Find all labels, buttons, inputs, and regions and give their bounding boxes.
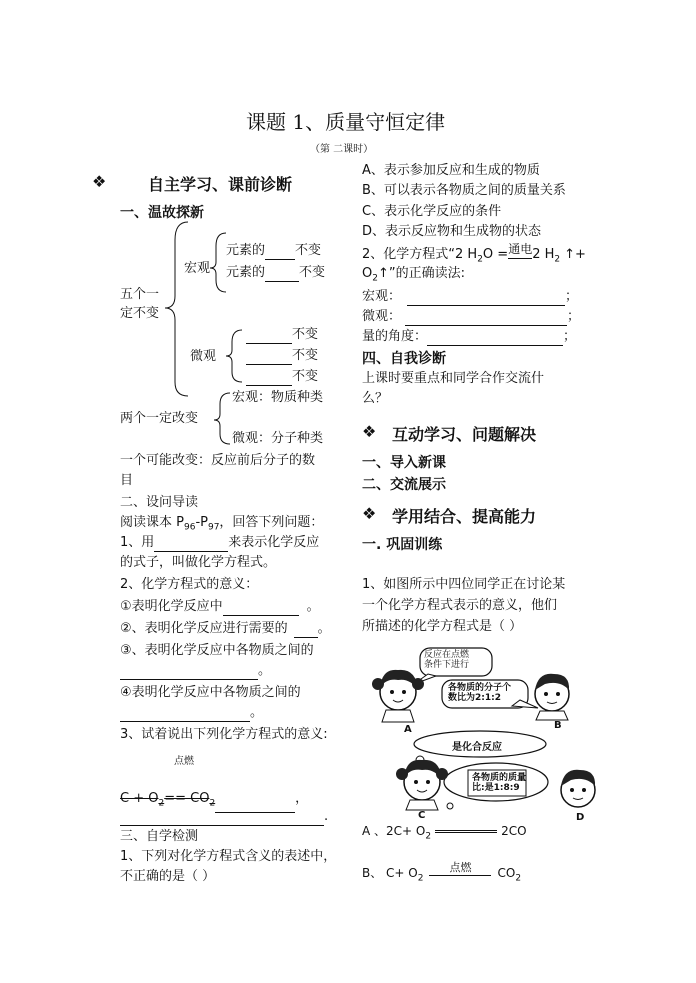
- eq-sub2: 2: [209, 798, 216, 809]
- micro-label: 微观: [190, 349, 217, 364]
- macro-read-label: 宏观：: [362, 289, 402, 304]
- unchanged-label: 不变: [295, 243, 322, 258]
- guide-heading: 二、设问导读: [120, 495, 199, 510]
- electrolysis-condition: 通电: [508, 240, 532, 259]
- page-title: 课题 1、质量守恒定律: [246, 110, 446, 134]
- read-post: ，回答下列问题：: [219, 515, 324, 530]
- q2-heading: 2、化学方程式的意义：: [120, 577, 259, 592]
- read-page2: 97: [207, 522, 220, 533]
- micro-change: 微观：分子种类: [232, 431, 324, 446]
- read-pre: 阅读课本 P: [120, 515, 184, 530]
- ans-b-sub: 2: [417, 873, 424, 884]
- q4-line1: 1、下列对化学方程式含义的表述中，: [120, 849, 337, 864]
- diamond-icon: ❖: [362, 504, 377, 523]
- qty-read-label: 量的角度：: [362, 329, 428, 344]
- student-a-icon: [372, 670, 424, 722]
- element-prefix: 元素的: [226, 265, 266, 280]
- answer-b: [362, 861, 522, 884]
- ans-a-pre: A 、2C+ O: [362, 824, 426, 838]
- option-d: D、表示反应物和生成物的状态: [362, 224, 542, 239]
- exchange-heading: 二、交流展示: [362, 477, 446, 493]
- bubble4-line1: 各物质的质量: [472, 773, 527, 783]
- bubble4-text: [472, 773, 526, 793]
- consolidate-heading: 一. 巩固训练: [362, 537, 443, 553]
- ans-b-pre: B、 C+ O: [362, 866, 418, 880]
- q1-pre: 1、用: [120, 535, 155, 550]
- unchanged-label: 不变: [299, 265, 326, 280]
- section-interactive: 互动学习、问题解决: [392, 425, 537, 444]
- section-apply: 学用结合、提高能力: [392, 507, 537, 526]
- eq-c-o: C + O: [120, 791, 159, 806]
- one-possible-line2: 目: [120, 473, 134, 488]
- element-prefix: 元素的: [226, 243, 266, 258]
- bubble4-line2: 比:是1:8:9: [472, 783, 520, 793]
- eq-sub2: 2: [158, 798, 165, 809]
- label-a: A: [404, 724, 412, 735]
- intro-heading: 一、导入新课: [362, 455, 446, 471]
- q2-3-end: 。: [258, 663, 272, 678]
- semicolon: ；: [567, 309, 581, 324]
- q3-heading: 3、试着说出下列化学方程式的意义:: [120, 727, 328, 742]
- diamond-icon: ❖: [92, 172, 107, 191]
- bubble1-line1: 反应在点燃: [424, 650, 470, 660]
- ans-a-end: 2CO: [501, 824, 527, 838]
- bubble1-line2: 条件下进行: [424, 660, 470, 670]
- self-check-heading: 三、自学检测: [120, 829, 199, 844]
- unchanged-label: 不变: [292, 348, 319, 363]
- option-b: B、可以表示各物质之间的质量关系: [362, 183, 566, 198]
- q2-pre: 2、化学方程式“2 H: [362, 247, 478, 262]
- option-a: A、表示参加反应和生成的物质: [362, 163, 540, 178]
- problem1-line3: 所描述的化学方程式是（ ）: [362, 619, 523, 634]
- bubble3-text: 是化合反应: [452, 742, 502, 753]
- q2-sub: 2: [554, 254, 561, 265]
- read-mid: -P: [195, 515, 208, 530]
- bubble2-line2: 数比为2:1:2: [448, 693, 501, 703]
- eq-comma: ，: [295, 791, 309, 806]
- semicolon: ；: [563, 329, 577, 344]
- ignite-condition: 点燃: [174, 756, 194, 767]
- q2-4-end: 。: [250, 705, 264, 720]
- q2-item-3: ③、表明化学反应中各物质之间的: [120, 643, 314, 658]
- micro-read-label: 微观：: [362, 309, 402, 324]
- label-d: D: [576, 812, 585, 823]
- q2-1-post: 。: [306, 599, 320, 614]
- student-b-icon: [535, 674, 569, 720]
- unchanged-label: 不变: [292, 369, 319, 384]
- q2-tail: ↑”的正确读法:: [377, 266, 465, 281]
- q2-item-4: ④表明化学反应中各物质之间的: [120, 685, 301, 700]
- label-b: B: [554, 720, 562, 731]
- ans-b-end: CO: [497, 866, 516, 880]
- q2-2-pre: ②、表明化学反应进行需要的: [120, 621, 288, 636]
- ans-b-ignite: 点燃: [429, 859, 491, 876]
- student-d-icon: [561, 770, 595, 807]
- label-c: C: [418, 810, 426, 821]
- eq-mid: == CO: [164, 791, 210, 806]
- q2-up: ↑+: [564, 247, 586, 262]
- problem1-line1: 1、如图所示中四位同学正在讨论某: [362, 577, 566, 592]
- diamond-icon: ❖: [362, 422, 377, 441]
- section-self-study: 自主学习、课前诊断: [148, 175, 293, 194]
- q2-sub: 2: [477, 254, 483, 265]
- q2-h2: 2 H: [532, 247, 555, 262]
- bubble1-text: [424, 650, 469, 670]
- q1-post: 来表示化学反应: [228, 535, 320, 550]
- unchanged-label: 不变: [292, 327, 319, 342]
- bubble2-line1: 各物质的分子个: [448, 683, 512, 693]
- five-label-line2: 定不变: [120, 306, 160, 321]
- self-diag-line1: 上课时要重点和同学合作交流什: [362, 371, 545, 386]
- q2-o: O =: [482, 247, 509, 262]
- five-label-line1: 五个一: [120, 287, 160, 302]
- q2-sub: 2: [372, 273, 378, 284]
- review-heading: 一、温故探新: [120, 205, 204, 221]
- macro-label: 宏观: [184, 261, 211, 276]
- q1-line2: 的式子，叫做化学方程式。: [120, 555, 277, 570]
- read-page1: 96: [183, 522, 196, 533]
- problem1-line2: 一个化学方程式表示的意义，他们: [362, 598, 558, 613]
- self-diag-line2: 么？: [362, 391, 389, 406]
- ans-a-sub: 2: [425, 831, 432, 842]
- equation-arrow: [435, 830, 497, 833]
- q4-line2: 不正确的是（ ）: [120, 869, 216, 884]
- student-c-icon: [396, 760, 448, 810]
- q2-o2: O: [362, 266, 373, 281]
- ans-b-sub2: 2: [515, 873, 522, 884]
- bubble2-text: [448, 683, 511, 703]
- one-possible-line1: 一个可能改变：反应前后分子的数: [120, 453, 316, 468]
- page-subtitle: （第 二课时）: [310, 144, 374, 155]
- two-change-label: 两个一定改变: [120, 411, 199, 426]
- self-diag-heading: 四、自我诊断: [362, 351, 446, 367]
- semicolon: ；: [565, 289, 579, 304]
- q2-1-pre: ①表明化学反应中: [120, 599, 223, 614]
- option-c: C、表示化学反应的条件: [362, 204, 502, 219]
- macro-change: 宏观：物质种类: [232, 390, 324, 405]
- eq-period: .: [324, 809, 329, 824]
- q2-2-post: 。: [317, 621, 331, 636]
- answer-a: [362, 822, 527, 841]
